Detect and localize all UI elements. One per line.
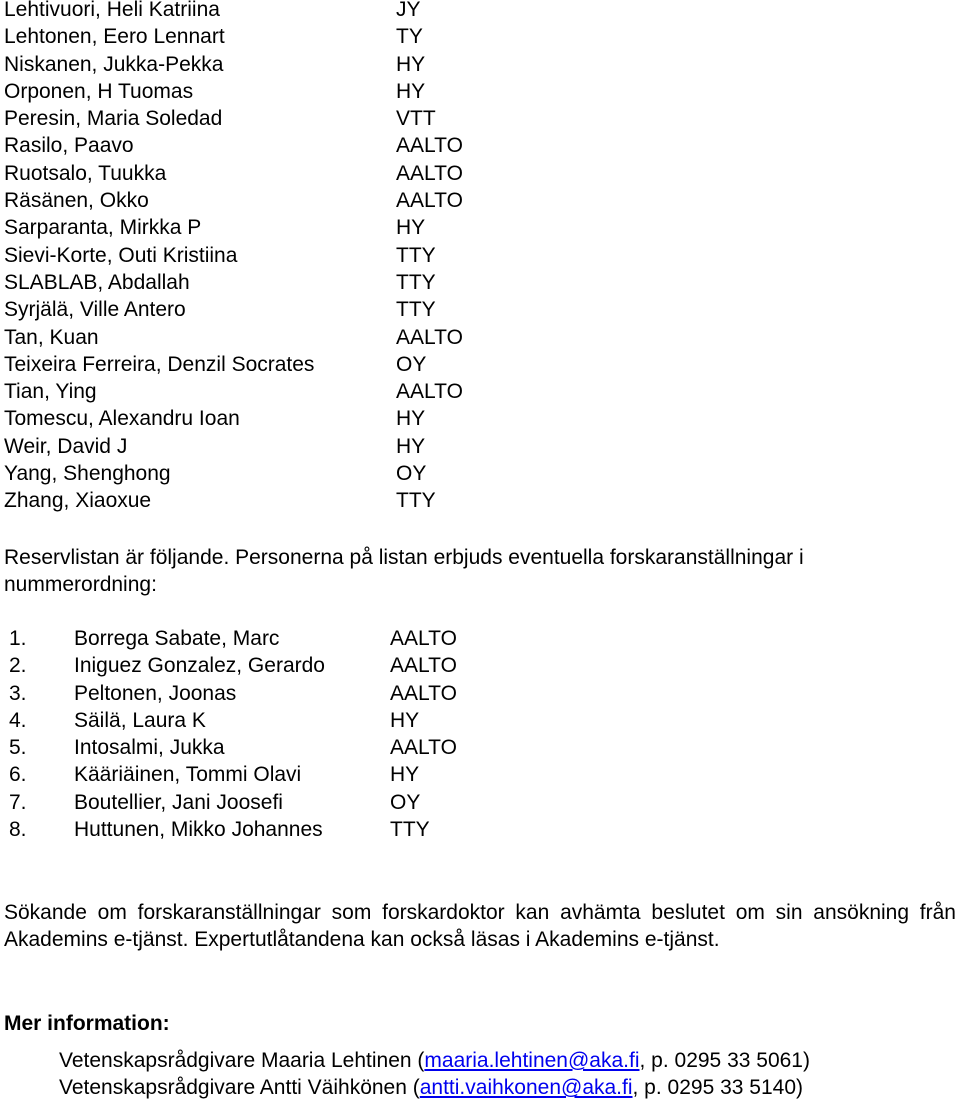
reserve-name: Intosalmi, Jukka — [74, 736, 225, 760]
researcher-name: Peresin, Maria Soledad — [4, 107, 223, 131]
reserve-rank: 1. — [9, 627, 27, 650]
researcher-name: Tan, Kuan — [4, 325, 99, 349]
list-item — [4, 734, 704, 761]
list-item — [4, 460, 704, 487]
researcher-org: VTT — [396, 107, 436, 131]
list-item — [4, 214, 704, 241]
researcher-name: SLABLAB, Abdallah — [4, 270, 190, 294]
reserve-rank: 6. — [9, 763, 27, 787]
researcher-name: Rasilo, Paavo — [4, 134, 134, 158]
researcher-name: Tomescu, Alexandru Ioan — [4, 407, 240, 431]
researcher-name: Lehtivuori, Heli Katriina — [4, 0, 220, 21]
list-item — [4, 351, 704, 378]
reserve-rank: 2. — [9, 654, 27, 678]
applicants-paragraph: Sökande om forskaranställningar som forskardoktor kan avhämta beslutet om sin ansökning från Akademins e-tjänst. Expertutlåtandena kan också läsas i Akademins e-tjänst. — [4, 901, 956, 952]
researcher-name: Tian, Ying — [4, 380, 97, 404]
researcher-name: Sievi-Korte, Outi Kristiina — [4, 243, 238, 267]
list-item — [4, 296, 704, 323]
reserve-name: Kääriäinen, Tommi Olavi — [74, 763, 302, 787]
reserve-name: Huttunen, Mikko Johannes — [74, 818, 323, 842]
researcher-name: Yang, Shenghong — [4, 462, 171, 486]
researcher-name: Teixeira Ferreira, Denzil Socrates — [4, 352, 315, 376]
list-item — [4, 132, 704, 159]
researcher-name: Syrjälä, Ville Antero — [4, 298, 186, 322]
researcher-org: AALTO — [396, 161, 463, 185]
list-item — [4, 707, 704, 734]
researcher-name: Orponen, H Tuomas — [4, 79, 194, 103]
reserve-list-intro: Reservlistan är följande. Personerna på listan erbjuds eventuella forskaranställningar i nummerordning: — [4, 546, 804, 597]
researcher-org: TY — [396, 25, 423, 49]
contact-list — [59, 1047, 956, 1102]
list-item — [4, 324, 704, 351]
list-item — [4, 816, 704, 843]
list-item — [4, 487, 704, 514]
researcher-name: Niskanen, Jukka-Pekka — [4, 52, 224, 76]
list-item — [4, 269, 704, 296]
researcher-name: Zhang, Xiaoxue — [4, 489, 152, 513]
researcher-org: JY — [396, 0, 421, 21]
list-item — [4, 242, 704, 269]
researcher-name: Ruotsalo, Tuukka — [4, 161, 167, 185]
list-item — [4, 160, 704, 187]
list-item — [4, 680, 704, 707]
contact-prefix: Vetenskapsrådgivare Maaria Lehtinen ( — [59, 1049, 425, 1072]
reserve-rank: 4. — [9, 708, 27, 732]
researcher-org: OY — [396, 462, 427, 486]
reserve-list — [4, 625, 704, 843]
more-info-heading: Mer information: — [4, 1012, 170, 1035]
contact-line — [59, 1047, 956, 1074]
contact-prefix: Vetenskapsrådgivare Antti Väihkönen ( — [59, 1076, 420, 1100]
funded-researchers-list — [4, 0, 704, 515]
reserve-rank: 7. — [9, 790, 27, 814]
email-link[interactable]: maaria.lehtinen@aka.fi — [424, 1049, 640, 1072]
reserve-rank: 5. — [9, 736, 27, 760]
reserve-name: Peltonen, Joonas — [74, 681, 237, 705]
reserve-name: Säilä, Laura K — [74, 708, 206, 732]
list-item — [4, 652, 704, 679]
reserve-org: AALTO — [390, 654, 457, 678]
list-item — [4, 78, 704, 105]
contact-suffix: , p. 0295 33 5140) — [632, 1076, 803, 1100]
list-item — [4, 433, 704, 460]
list-item — [4, 51, 704, 78]
researcher-name: Weir, David J — [4, 434, 128, 458]
reserve-rank: 8. — [9, 818, 27, 842]
researcher-org: TTY — [396, 243, 436, 267]
researcher-org: TTY — [396, 489, 436, 513]
researcher-org: AALTO — [396, 134, 463, 158]
researcher-org: AALTO — [396, 189, 463, 213]
reserve-org: AALTO — [390, 736, 457, 760]
researcher-name: Räsänen, Okko — [4, 189, 149, 213]
researcher-org: AALTO — [396, 325, 463, 349]
researcher-org: HY — [396, 52, 426, 76]
reserve-name: Boutellier, Jani Joosefi — [74, 790, 283, 814]
reserve-org: OY — [390, 790, 421, 814]
researcher-org: TTY — [396, 270, 436, 294]
reserve-org: HY — [390, 708, 420, 732]
list-item — [4, 105, 704, 132]
researcher-org: HY — [396, 216, 426, 240]
list-item — [4, 789, 704, 816]
email-link[interactable]: antti.vaihkonen@aka.fi — [419, 1076, 633, 1100]
list-item — [4, 625, 704, 652]
reserve-name: Borrega Sabate, Marc — [74, 627, 280, 650]
researcher-org: HY — [396, 79, 426, 103]
reserve-org: AALTO — [390, 627, 457, 650]
list-item — [4, 0, 704, 23]
researcher-org: HY — [396, 407, 426, 431]
researcher-name: Sarparanta, Mirkka P — [4, 216, 202, 240]
list-item — [4, 378, 704, 405]
researcher-org: AALTO — [396, 380, 463, 404]
contact-suffix: , p. 0295 33 5061) — [639, 1049, 810, 1072]
researcher-org: TTY — [396, 298, 436, 322]
researcher-org: HY — [396, 434, 426, 458]
reserve-rank: 3. — [9, 681, 27, 705]
reserve-name: Iniguez Gonzalez, Gerardo — [74, 654, 325, 678]
contact-line — [59, 1074, 956, 1101]
reserve-org: HY — [390, 763, 420, 787]
researcher-name: Lehtonen, Eero Lennart — [4, 25, 225, 49]
list-item — [4, 23, 704, 50]
researcher-org: OY — [396, 352, 427, 376]
list-item — [4, 187, 704, 214]
list-item — [4, 761, 704, 788]
reserve-org: TTY — [390, 818, 430, 842]
list-item — [4, 405, 704, 432]
reserve-org: AALTO — [390, 681, 457, 705]
